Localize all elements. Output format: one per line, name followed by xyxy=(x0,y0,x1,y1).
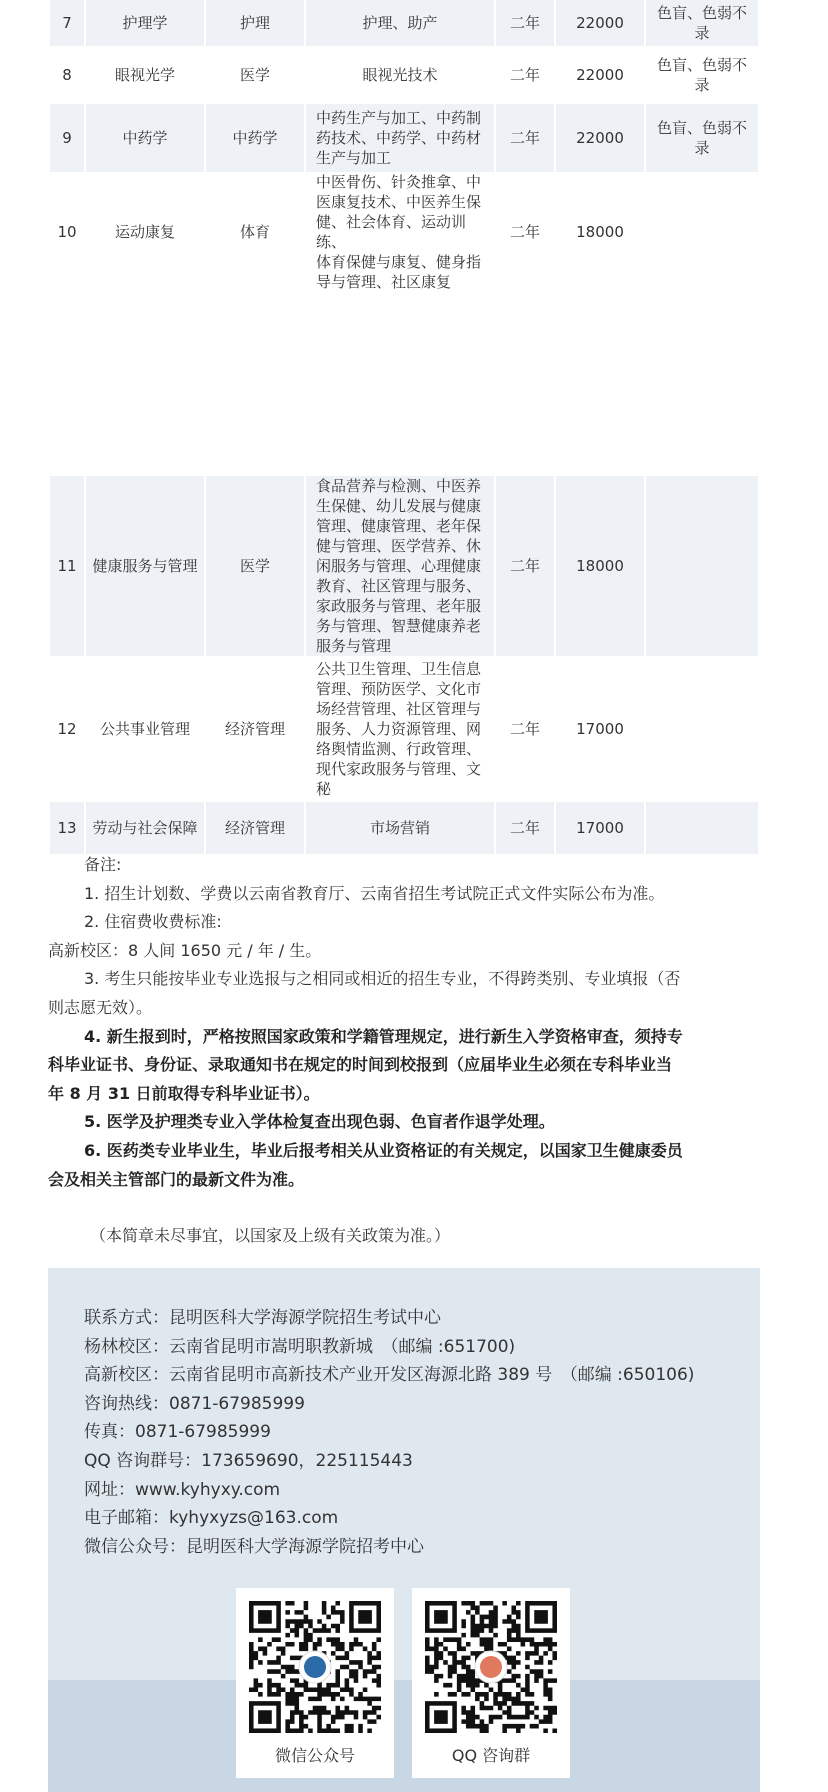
major-name: 劳动与社会保障 xyxy=(86,802,204,854)
direction-line: 管理、预防医学、文化市 xyxy=(316,680,482,698)
major-name: 眼视光学 xyxy=(86,46,204,104)
row-number: 13 xyxy=(50,802,84,854)
enrollment-directions xyxy=(306,104,494,172)
direction-line: 市场营销 xyxy=(369,819,430,837)
major-category: 医学 xyxy=(206,46,304,104)
row-number: 12 xyxy=(50,656,84,802)
major-category: 护理 xyxy=(206,0,304,46)
direction-line: 现代家政服务与管理、文 xyxy=(316,760,482,778)
table-row xyxy=(50,46,758,104)
contact-panel xyxy=(48,1268,760,1792)
restriction-note xyxy=(646,802,758,854)
note-2: 2. 住宿费收费标准: xyxy=(84,912,222,932)
wechat-qr-code-icon xyxy=(249,1601,381,1733)
major-category: 中药学 xyxy=(206,104,304,172)
note-4-line-1: 4. 新生报到时，严格按照国家政策和学籍管理规定，进行新生入学资格审查，须持专 xyxy=(84,1026,683,1046)
direction-line: 教育、社区管理与服务、 xyxy=(316,577,482,595)
wechat-qr-label: 微信公众号 xyxy=(274,1746,355,1765)
enrollment-directions xyxy=(306,172,494,292)
tuition-fee: 22000 xyxy=(556,0,644,46)
major-name: 运动康复 xyxy=(86,172,204,292)
qq-qr-label: QQ 咨询群 xyxy=(451,1746,531,1765)
direction-line: 公共卫生管理、卫生信息 xyxy=(316,660,482,678)
tuition-fee: 18000 xyxy=(556,476,644,656)
enrollment-table xyxy=(48,0,760,854)
direction-line: 家政服务与管理、老年服 xyxy=(316,597,482,615)
direction-line: 健、社会体育、运动训练、 xyxy=(316,213,467,251)
contact-yanglin-campus: 杨林校区：云南省昆明市嵩明职教新城 （邮编 :651700) xyxy=(84,1336,516,1357)
enrollment-directions xyxy=(306,46,494,104)
table-gap xyxy=(50,292,758,476)
row-number: 9 xyxy=(50,104,84,172)
notes-section xyxy=(48,851,768,1194)
study-years: 二年 xyxy=(496,104,554,172)
direction-line: 导与管理、社区康复 xyxy=(316,273,452,291)
note-4-line-2: 科毕业证书、身份证、录取通知书在规定的时间到校报到（应届毕业生必须在专科毕业当 xyxy=(48,1055,673,1075)
direction-line: 体育保健与康复、健身指 xyxy=(316,253,482,271)
enrollment-directions xyxy=(306,656,494,802)
table-row xyxy=(50,172,758,292)
enrollment-directions xyxy=(306,0,494,46)
restriction-note: 色盲、色弱不录 xyxy=(646,0,758,46)
direction-line: 服务、人力资源管理、网 xyxy=(316,720,482,738)
restriction-note xyxy=(646,172,758,292)
tuition-fee: 22000 xyxy=(556,104,644,172)
closing-statement: （本简章未尽事宜，以国家及上级有关政策为准。） xyxy=(90,1226,451,1245)
direction-line: 生产与加工 xyxy=(316,149,392,167)
direction-line: 秘 xyxy=(316,780,332,798)
wechat-qr-card xyxy=(236,1588,394,1778)
study-years: 二年 xyxy=(496,802,554,854)
major-name: 健康服务与管理 xyxy=(86,476,204,656)
study-years: 二年 xyxy=(496,476,554,656)
direction-line: 眼视光技术 xyxy=(362,66,438,84)
table-row xyxy=(50,656,758,802)
contact-wechat: 微信公众号：昆明医科大学海源学院招考中心 xyxy=(84,1536,424,1557)
contact-qq-groups: QQ 咨询群号：173659690，225115443 xyxy=(84,1450,413,1471)
row-number: 10 xyxy=(50,172,84,292)
note-4-line-3: 年 8 月 31 日前取得专科毕业证书）。 xyxy=(48,1083,320,1103)
major-category: 经济管理 xyxy=(206,656,304,802)
study-years: 二年 xyxy=(496,172,554,292)
table-row xyxy=(50,0,758,46)
note-6-line-2: 会及相关主管部门的最新文件为准。 xyxy=(48,1169,305,1189)
note-2-detail: 高新校区：8 人间 1650 元 / 年 / 生。 xyxy=(48,940,322,960)
table-row xyxy=(50,104,758,172)
row-number: 11 xyxy=(50,476,84,656)
study-years: 二年 xyxy=(496,656,554,802)
table-row xyxy=(50,476,758,656)
major-category: 经济管理 xyxy=(206,802,304,854)
study-years: 二年 xyxy=(496,0,554,46)
tuition-fee: 17000 xyxy=(556,656,644,802)
major-name: 护理学 xyxy=(86,0,204,46)
contact-info xyxy=(84,1304,694,1561)
contact-office: 联系方式：昆明医科大学海源学院招生考试中心 xyxy=(84,1308,441,1328)
direction-line: 闲服务与管理、心理健康 xyxy=(316,557,482,575)
restriction-note: 色盲、色弱不录 xyxy=(646,104,758,172)
restriction-note: 色盲、色弱不录 xyxy=(646,46,758,104)
row-number: 8 xyxy=(50,46,84,104)
enrollment-directions xyxy=(306,802,494,854)
note-1: 1. 招生计划数、学费以云南省教育厅、云南省招生考试院正式文件实际公布为准。 xyxy=(84,883,665,903)
direction-line: 药技术、中药学、中药材 xyxy=(316,129,482,147)
direction-line: 络舆情监测、行政管理、 xyxy=(316,740,482,758)
direction-line: 务与管理、智慧健康养老 xyxy=(316,617,482,635)
direction-line: 中药生产与加工、中药制 xyxy=(316,109,482,127)
major-name: 中药学 xyxy=(86,104,204,172)
qq-qr-code-icon xyxy=(425,1601,557,1733)
direction-line: 护理、助产 xyxy=(362,14,438,32)
tuition-fee: 17000 xyxy=(556,802,644,854)
contact-gaoxin-campus: 高新校区：云南省昆明市高新技术产业开发区海源北路 389 号 （邮编 :650106) xyxy=(84,1365,695,1386)
contact-website: 网址：www.kyhyxy.com xyxy=(84,1479,281,1500)
direction-line: 生保健、幼儿发展与健康 xyxy=(316,497,482,515)
direction-line: 健与管理、医学营养、休 xyxy=(316,537,482,555)
qq-qr-card xyxy=(412,1588,570,1778)
restriction-note xyxy=(646,656,758,802)
direction-line: 医康复技术、中医养生保 xyxy=(316,193,482,211)
contact-fax: 传真：0871-67985999 xyxy=(84,1422,271,1443)
note-5: 5. 医学及护理类专业入学体检复查出现色弱、色盲者作退学处理。 xyxy=(84,1112,555,1132)
note-3-line-1: 3. 考生只能按毕业专业选报与之相同或相近的招生专业，不得跨类别、专业填报（否 xyxy=(84,969,681,989)
direction-line: 食品营养与检测、中医养 xyxy=(316,477,482,495)
contact-email: 电子邮箱：kyhyxyzs@163.com xyxy=(84,1508,339,1529)
restriction-note xyxy=(646,476,758,656)
major-category: 医学 xyxy=(206,476,304,656)
contact-panel-band xyxy=(48,1680,760,1792)
direction-line: 服务与管理 xyxy=(316,637,392,655)
direction-line: 场经营管理、社区管理与 xyxy=(316,700,482,718)
study-years: 二年 xyxy=(496,46,554,104)
row-number: 7 xyxy=(50,0,84,46)
tuition-fee: 22000 xyxy=(556,46,644,104)
note-3-line-2: 则志愿无效）。 xyxy=(48,997,153,1017)
major-category: 体育 xyxy=(206,172,304,292)
direction-line: 中医骨伤、针灸推拿、中 xyxy=(316,173,482,191)
table-row xyxy=(50,802,758,854)
contact-hotline: 咨询热线：0871-67985999 xyxy=(84,1393,305,1414)
major-name: 公共事业管理 xyxy=(86,656,204,802)
note-6-line-1: 6. 医药类专业毕业生，毕业后报考相关从业资格证的有关规定，以国家卫生健康委员 xyxy=(84,1140,683,1160)
notes-title: 备注: xyxy=(84,855,122,874)
enrollment-directions xyxy=(306,476,494,656)
direction-line: 管理、健康管理、老年保 xyxy=(316,517,482,535)
tuition-fee: 18000 xyxy=(556,172,644,292)
